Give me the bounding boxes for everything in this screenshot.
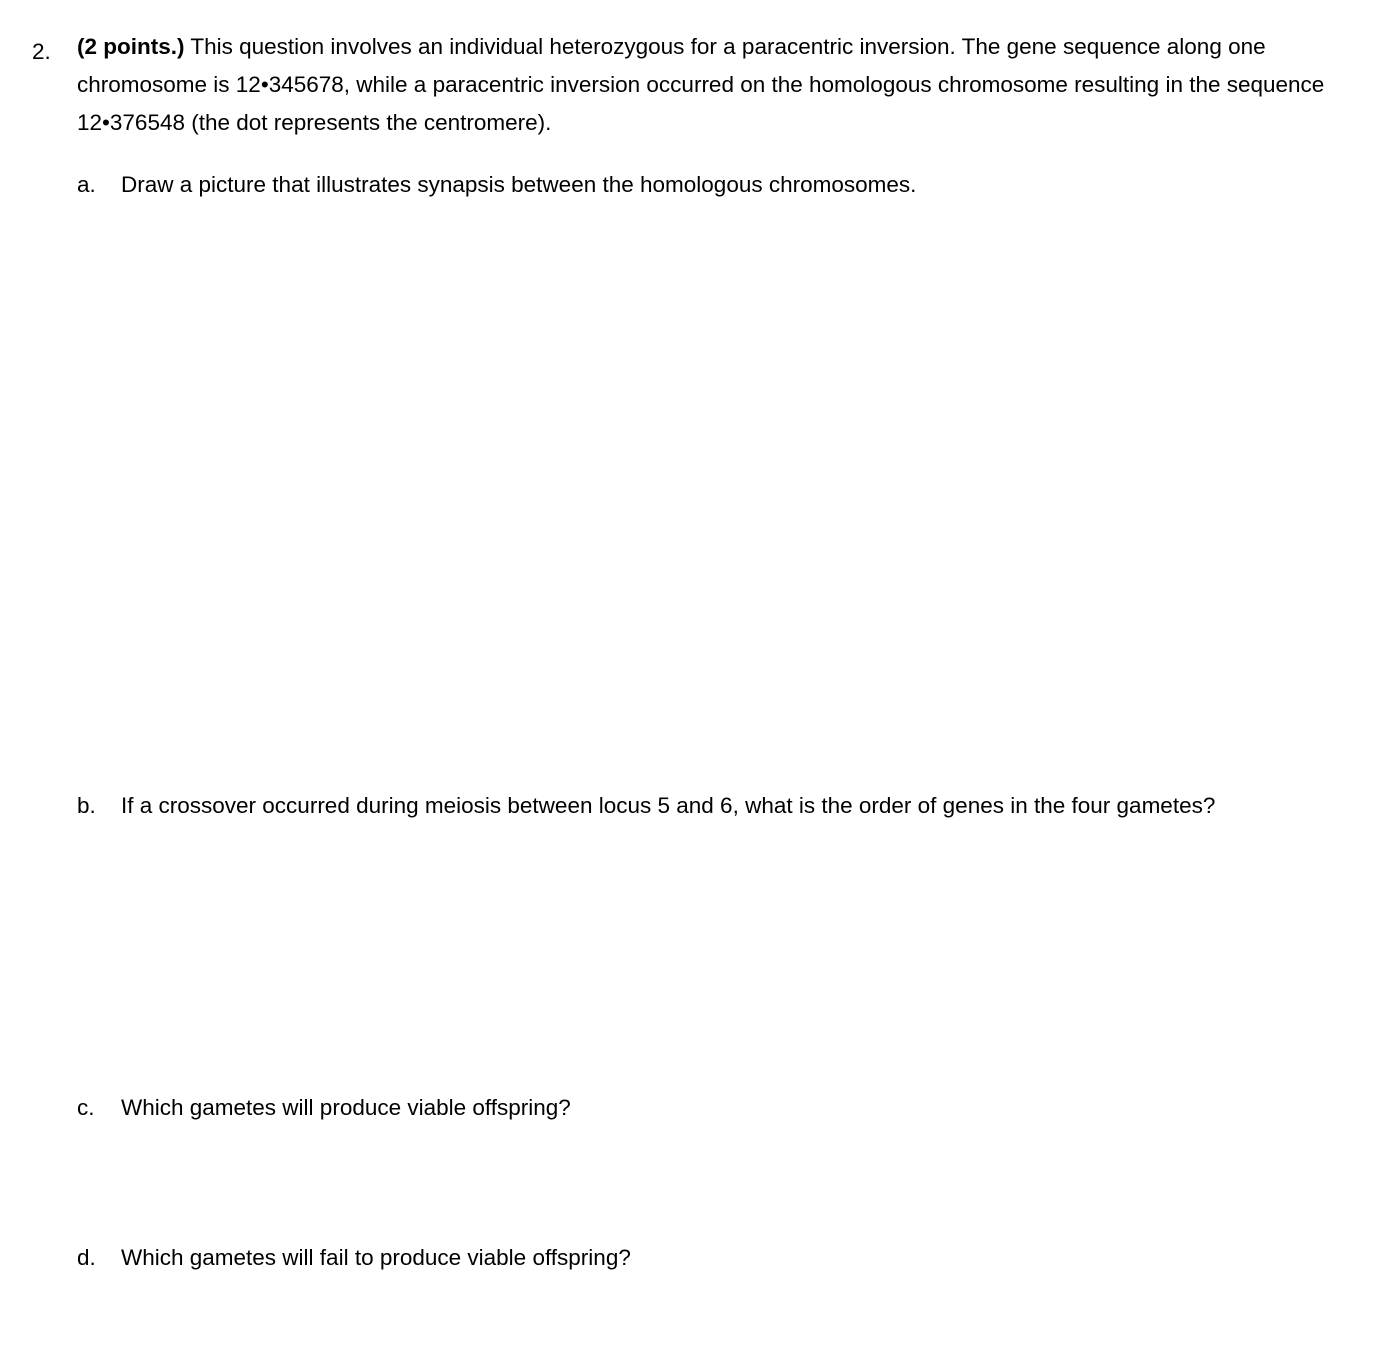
- part-b-letter: b.: [77, 793, 96, 818]
- question-text: This question involves an individual heterozygous for a paracentric inversion. The gene sequence along one chromosome is 12•345678, while a paracentric inversion occurred on the homologous chromosome resulting in the sequence 12•376548 (the dot represents the centromere).: [77, 34, 1325, 135]
- part-b-text: If a crossover occurred during meiosis between locus 5 and 6, what is the order of genes in the four gametes?: [121, 793, 1216, 818]
- part-d-text: Which gametes will fail to produce viable offspring?: [121, 1245, 631, 1270]
- part-a-letter: a.: [77, 172, 96, 197]
- question-points: (2 points.): [77, 34, 185, 59]
- part-a-text: Draw a picture that illustrates synapsis between the homologous chromosomes.: [121, 172, 917, 197]
- question-body: [77, 28, 1367, 142]
- part-d-letter: d.: [77, 1245, 96, 1270]
- question-number: 2.: [32, 39, 51, 64]
- part-c-letter: c.: [77, 1095, 95, 1120]
- part-c-text: Which gametes will produce viable offspring?: [121, 1095, 571, 1120]
